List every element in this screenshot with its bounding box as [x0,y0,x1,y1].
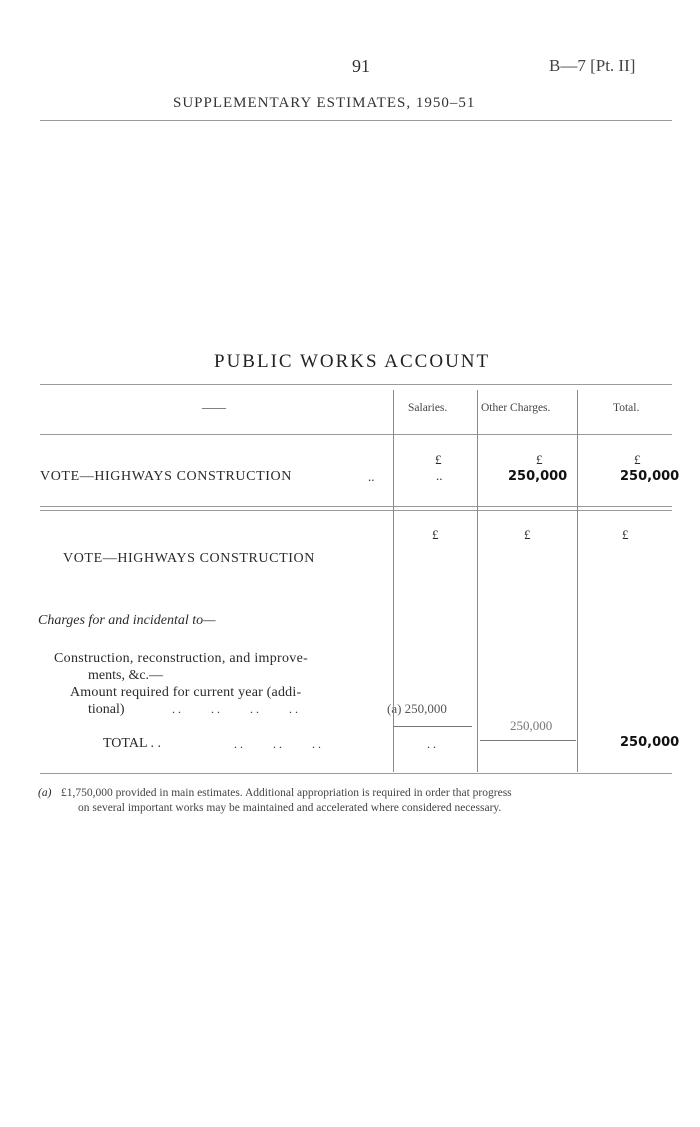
salaries-subtotal-rule [394,726,472,727]
col-sep-1 [393,390,394,772]
detail-currency-salaries: £ [432,527,439,542]
footnote-line-1: £1,750,000 provided in main estimates. Additional appropriation is required in order that progress [61,787,512,799]
column-header-total: Total. [613,402,640,414]
page-number: 91 [352,56,370,76]
total-value: 250,000 [620,735,680,750]
sub-line-1: Amount required for current year (addi- [70,685,302,700]
footnote-marker: (a) [38,787,52,799]
total-label: TOTAL . . [103,736,161,751]
currency-salaries: £ [435,452,442,467]
summary-other-charges: 250,000 [508,469,568,484]
detail-other-charges-value: 250,000 [510,718,553,733]
page-reference: B—7 [Pt. II] [549,56,636,75]
summary-salaries: .. [436,468,443,483]
summary-row-label: VOTE—HIGHWAYS CONSTRUCTION [40,469,292,484]
summary-total: 250,000 [620,469,680,484]
col-sep-3 [577,390,578,772]
total-salaries: . . [427,737,436,751]
sub-line-2: tional) [88,702,125,717]
charges-heading: Charges for and incidental to— [38,613,216,628]
col-sep-2 [477,390,478,772]
currency-total: £ [634,452,641,467]
currency-other: £ [536,452,543,467]
detail-salaries-value: (a) 250,000 [387,701,447,716]
table-top-rule [40,384,672,385]
running-title: SUPPLEMENTARY ESTIMATES, 1950–51 [173,95,476,111]
summary-row-leader: .. [368,469,375,484]
column-header-other-charges: Other Charges. [481,402,551,414]
item-line-2: ments, &c.— [88,668,164,683]
detail-heading: VOTE—HIGHWAYS CONSTRUCTION [63,551,315,566]
header-rule [40,120,672,121]
table-bottom-rule [40,773,672,774]
column-header-salaries: Salaries. [408,402,448,414]
total-leaders: . . . . . . [234,737,321,751]
detail-currency-other: £ [524,527,531,542]
sub-leaders: . . . . . . . . [172,702,298,716]
other-charges-total-rule [480,740,576,741]
item-line-1: Construction, reconstruction, and improve- [54,651,309,666]
detail-currency-total: £ [622,527,629,542]
column-header-item: —— [202,400,226,414]
footnote-line-2: on several important works may be maintained and accelerated where considered necessary. [78,802,502,814]
section-title: PUBLIC WORKS ACCOUNT [214,351,491,372]
